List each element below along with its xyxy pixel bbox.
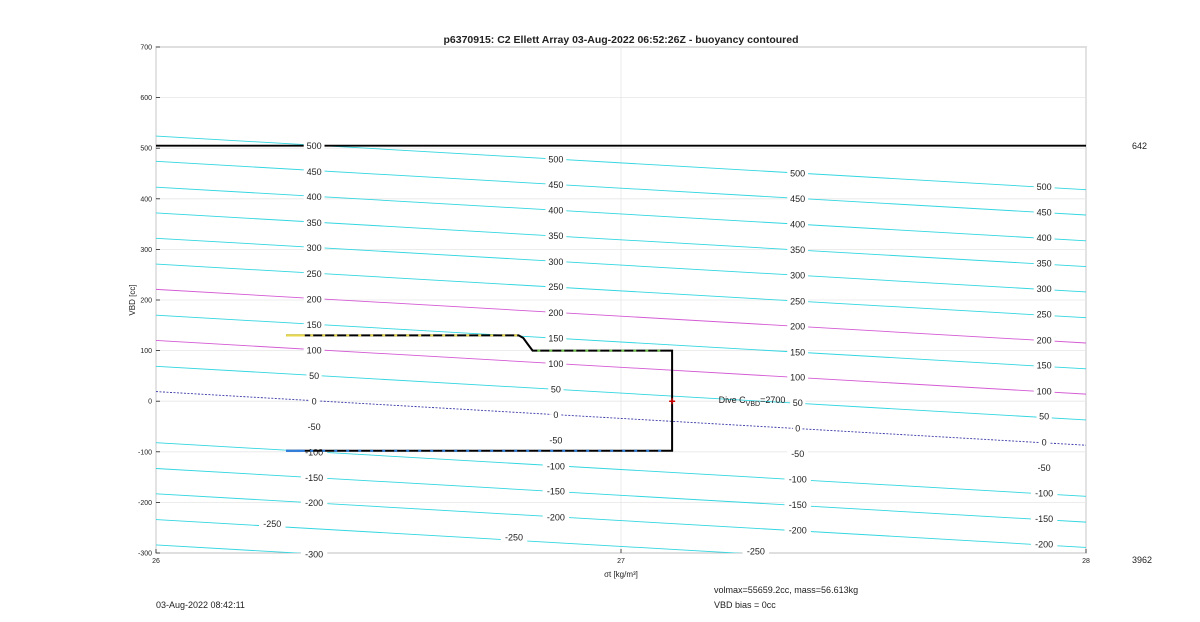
- contour-label: 300: [306, 243, 322, 254]
- y-tick-label: -300: [137, 550, 152, 558]
- contour-label: 250: [306, 268, 322, 279]
- contour-label: -50: [1037, 462, 1051, 473]
- x-tick-label: 28: [1082, 558, 1090, 565]
- annotation-sub: VBD: [745, 401, 761, 409]
- contour-label: 350: [306, 217, 322, 228]
- contour-label: 0: [311, 396, 317, 407]
- y-tick-label: 600: [140, 95, 152, 103]
- contour-label: 200: [1036, 335, 1052, 346]
- chart-title: p6370915: C2 Ellett Array 03-Aug-2022 06:52:26Z - buoyancy contoured: [443, 34, 799, 46]
- contour-label: -150: [546, 486, 565, 497]
- contour-label: 300: [1036, 284, 1052, 295]
- contour-label: -200: [1035, 539, 1054, 550]
- contour-label: 350: [548, 231, 564, 242]
- contour-label: 500: [1036, 181, 1052, 192]
- contour-label: -150: [1035, 513, 1054, 524]
- contour-label: -200: [546, 512, 565, 523]
- contour-label: -300: [305, 549, 324, 560]
- contour-label: 450: [306, 166, 322, 177]
- contour-label: 150: [306, 320, 322, 331]
- contour-label: 350: [790, 245, 806, 256]
- contour-label: 50: [309, 371, 320, 382]
- y-tick-label: 500: [140, 145, 152, 153]
- footer-volmax: volmax=55659.2cc, mass=56.613kg: [714, 585, 859, 595]
- x-tick-label: 27: [617, 558, 625, 565]
- contour-label: 250: [548, 282, 564, 293]
- contour-label: -50: [307, 421, 321, 432]
- contour-label: 100: [790, 372, 806, 383]
- contour-label: -50: [791, 449, 805, 460]
- contour-label: 500: [306, 140, 322, 151]
- contour-label: -150: [305, 472, 324, 483]
- contour-label: 0: [1041, 437, 1047, 448]
- footer-timestamp: 03-Aug-2022 08:42:11: [156, 600, 245, 610]
- y-tick-label: 700: [140, 44, 152, 52]
- y-tick-label: 400: [140, 196, 152, 204]
- y-tick-label: 0: [148, 398, 152, 406]
- contour-label: 250: [790, 296, 806, 307]
- contour-label: 450: [790, 194, 806, 205]
- contour-label: -250: [505, 532, 524, 543]
- contour-label: 250: [1036, 309, 1052, 320]
- contour-label: -100: [788, 474, 807, 485]
- contour-label: 500: [790, 168, 806, 179]
- contour-label: 150: [548, 333, 564, 344]
- contour-label: 300: [790, 270, 806, 281]
- y-tick-label: -100: [137, 449, 152, 457]
- contour-label: 400: [306, 192, 322, 203]
- contour-label: 500: [548, 154, 564, 165]
- x-axis-label: σt [kg/m³]: [604, 570, 638, 579]
- contour-label: -200: [305, 498, 324, 509]
- contour-label: -250: [746, 546, 765, 557]
- contour-label: 0: [553, 410, 559, 421]
- contour-label: -150: [788, 500, 807, 511]
- right-label-bottom: 3962: [1132, 555, 1153, 565]
- x-tick-label: 26: [152, 558, 160, 565]
- contour-label: -100: [1035, 488, 1054, 499]
- contour-label: -50: [549, 435, 563, 446]
- y-axis-label: VBD [cc]: [128, 284, 137, 316]
- contour-label: 100: [548, 359, 564, 370]
- y-tick-label: -200: [137, 499, 152, 507]
- contour-label: 450: [548, 179, 564, 190]
- contour-label: -250: [263, 518, 282, 529]
- right-label-top: 642: [1132, 141, 1148, 151]
- contour-label: -200: [788, 525, 807, 536]
- y-tick-label: 300: [140, 246, 152, 254]
- contour-label: 150: [1036, 360, 1052, 371]
- contour-label: 200: [306, 294, 322, 305]
- contour-label: 150: [790, 347, 806, 358]
- y-tick-label: 100: [140, 348, 152, 356]
- contour-label: 50: [550, 384, 561, 395]
- contour-label: 50: [1039, 411, 1050, 422]
- contour-label: 0: [795, 423, 801, 434]
- contour-label: -100: [305, 447, 324, 458]
- annotation-main: Dive C: [718, 395, 746, 406]
- contour-label: 100: [306, 345, 322, 356]
- y-tick-label: 200: [140, 297, 152, 305]
- contour-label: 400: [790, 219, 806, 230]
- contour-label: 450: [1036, 207, 1052, 218]
- contour-label: 350: [1036, 258, 1052, 269]
- contour-label: 200: [548, 307, 564, 318]
- contour-label: 100: [1036, 386, 1052, 397]
- contour-label: 200: [790, 321, 806, 332]
- contour-label: 50: [792, 398, 803, 409]
- contour-label: -100: [546, 461, 565, 472]
- contour-label: 400: [548, 205, 564, 216]
- footer-vbd-bias: VBD bias = 0cc: [714, 600, 776, 610]
- contour-label: 300: [548, 256, 564, 267]
- annotation-tail: =2700: [760, 395, 786, 406]
- contour-label: 400: [1036, 233, 1052, 244]
